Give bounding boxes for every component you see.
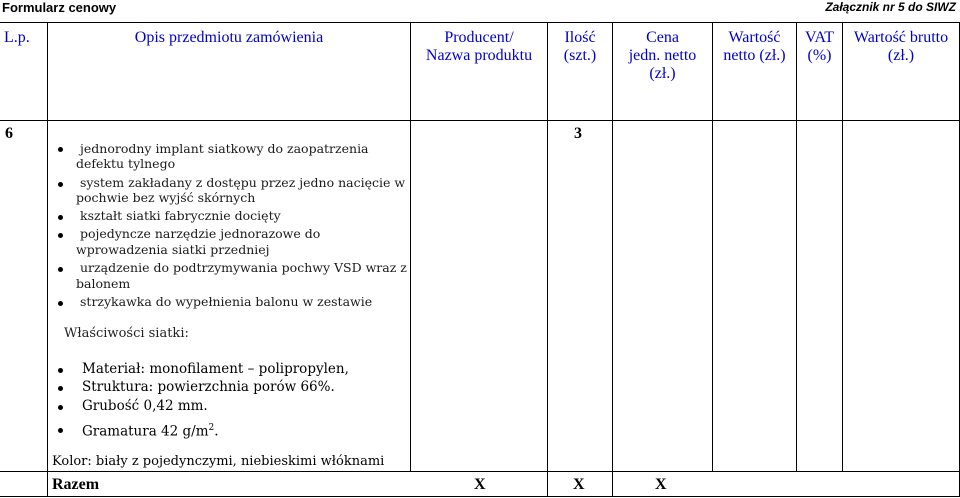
col-divider-5 bbox=[712, 22, 713, 472]
bullet-marker bbox=[58, 267, 63, 272]
list-item: jednorodny implant siatkowy do zaopatrzenia bbox=[80, 141, 369, 156]
header-unit-price: Cena jedn. netto (zł.) bbox=[628, 29, 697, 82]
table-bottom-border bbox=[0, 496, 960, 497]
property-structure: Struktura: powierzchnia porów 66%. bbox=[82, 379, 335, 395]
bullet-marker bbox=[58, 147, 63, 152]
col-divider-1 bbox=[47, 22, 48, 497]
properties-title: Właściwości siatki: bbox=[64, 326, 189, 341]
list-item: kształt siatki fabrycznie docięty bbox=[80, 208, 281, 223]
col-divider-3 bbox=[547, 22, 548, 497]
col-divider-4 bbox=[612, 22, 613, 497]
bullet-marker bbox=[58, 386, 63, 391]
list-item: pojedyncze narzędzie jednorazowe do bbox=[80, 226, 321, 241]
list-item: balonem bbox=[76, 276, 131, 291]
bullet-marker bbox=[58, 182, 63, 187]
total-mark-net: X bbox=[655, 476, 667, 493]
table-top-border bbox=[0, 22, 960, 23]
property-thickness: Grubość 0,42 mm. bbox=[82, 398, 208, 414]
row-quantity: 3 bbox=[574, 125, 582, 142]
document-title: Formularz cenowy bbox=[2, 0, 117, 15]
col-divider-2 bbox=[410, 22, 411, 472]
bullet-marker bbox=[58, 301, 63, 306]
property-grammage: Gramatura 42 $g/m^2$. bbox=[82, 423, 219, 440]
list-item: system zakładany z dostępu przez jedno nacięcie w bbox=[80, 175, 406, 190]
list-item: wprowadzenia siatki przedniej bbox=[76, 242, 270, 257]
color-description: Kolor: biały z pojedynczymi, niebieskimi włóknami bbox=[52, 454, 385, 469]
list-item: defektu tylnego bbox=[76, 156, 176, 171]
header-net-value: Wartość netto (zł.) bbox=[723, 29, 786, 64]
header-gross-value: Wartość brutto (zł.) bbox=[853, 29, 949, 64]
col-divider-7 bbox=[842, 22, 843, 472]
list-item: urządzenie do podtrzymywania pochwy VSD wraz z bbox=[80, 260, 407, 275]
bullet-marker bbox=[58, 428, 63, 433]
row-bottom-border bbox=[0, 471, 960, 472]
header-bottom-border bbox=[0, 120, 960, 121]
row-number: 6 bbox=[5, 125, 13, 142]
bullet-marker bbox=[58, 233, 63, 238]
list-item: pochwie bez wyjść skórnych bbox=[76, 190, 256, 205]
property-material: Materiał: monofilament – polipropylen, bbox=[82, 361, 349, 377]
header-quantity: Ilość (szt.) bbox=[563, 29, 597, 64]
total-mark-price: X bbox=[573, 476, 585, 493]
bullet-marker bbox=[58, 368, 63, 373]
attachment-label: Załącznik nr 5 do SIWZ bbox=[825, 0, 956, 14]
header-lp: L.p. bbox=[4, 29, 30, 46]
total-label: Razem bbox=[52, 476, 100, 493]
header-producer: Producent/ Nazwa produktu bbox=[425, 29, 533, 64]
list-item: strzykawka do wypełnienia balonu w zestawie bbox=[80, 294, 373, 309]
bullet-marker bbox=[58, 215, 63, 220]
total-mark-quantity: X bbox=[474, 476, 486, 493]
col-divider-6 bbox=[796, 22, 797, 472]
bullet-marker bbox=[58, 405, 63, 410]
header-description: Opis przedmiotu zamówienia bbox=[134, 29, 324, 46]
header-vat: VAT (%) bbox=[804, 29, 835, 64]
